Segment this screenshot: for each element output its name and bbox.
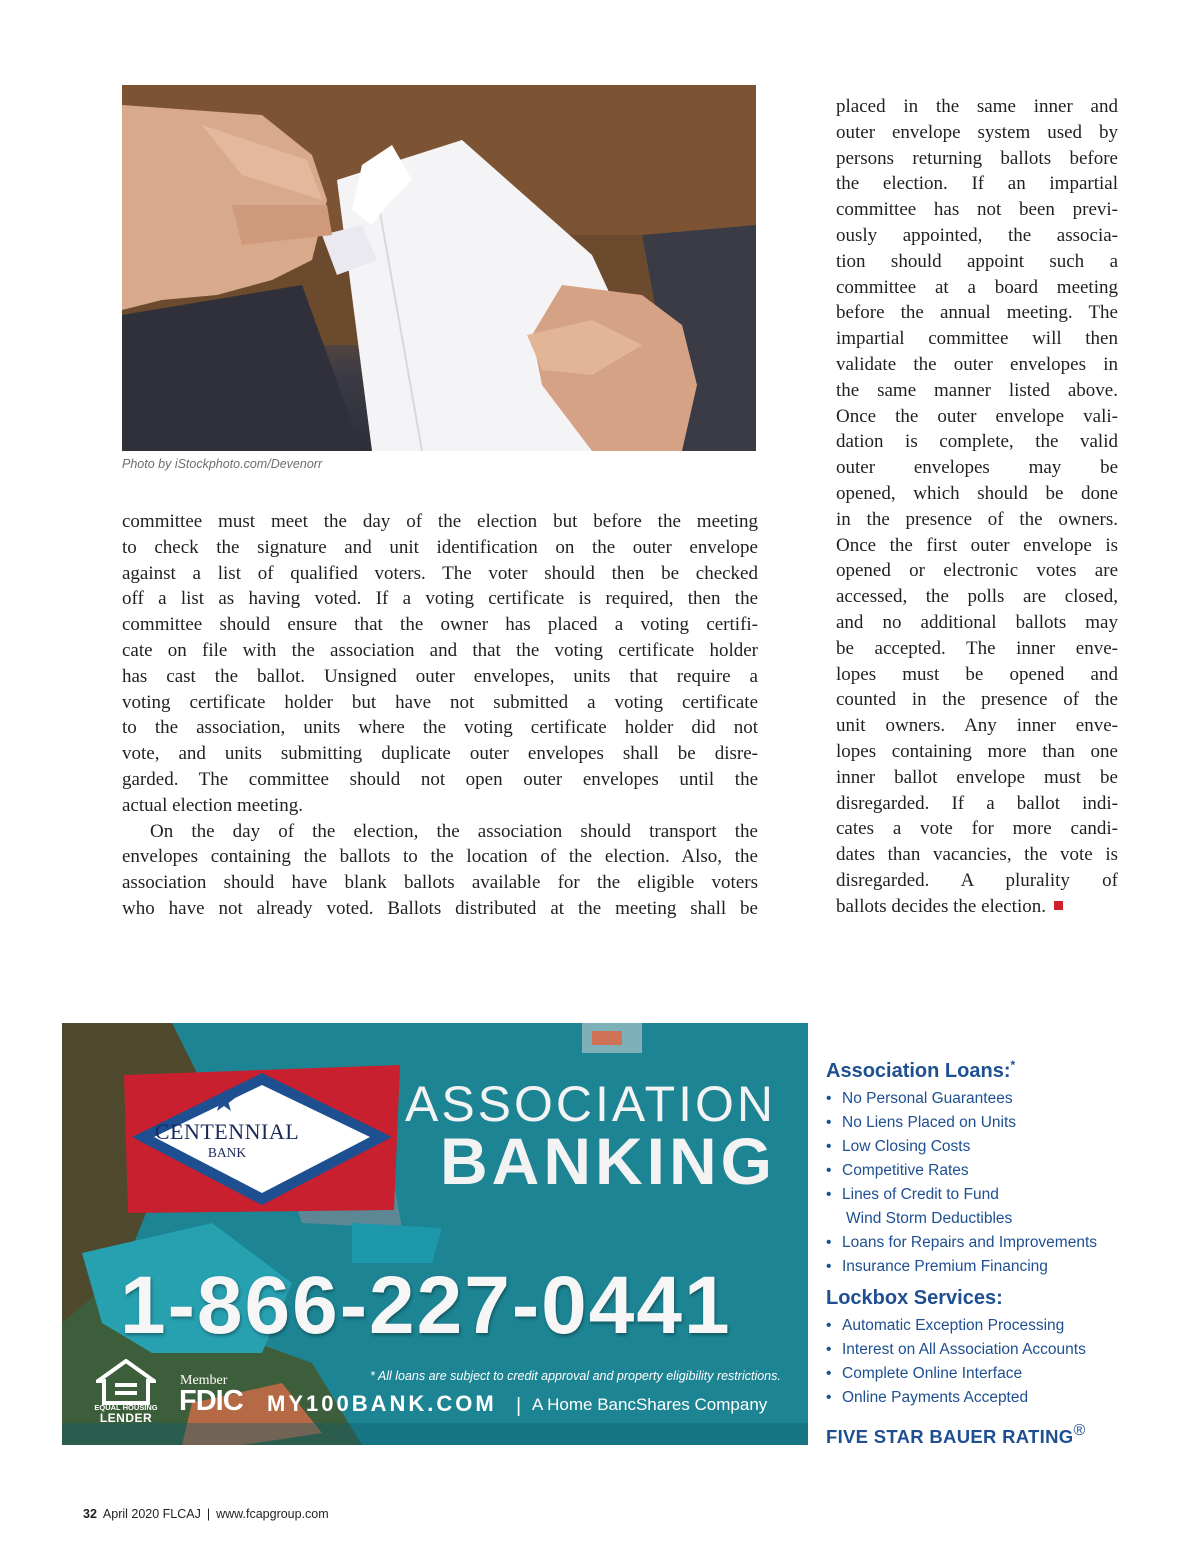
article-paragraph — [122, 509, 758, 819]
text-line: committee should ensure that the owner has placed a voting certifi- — [122, 614, 758, 636]
ad-headline: ASSOCIATION — [404, 1076, 776, 1132]
text-line: tion should appoint such a — [836, 250, 1118, 272]
ad-list-item: • No Personal Guarantees — [826, 1087, 1146, 1111]
text-line: opened, which should be done — [836, 482, 1118, 504]
end-of-article-icon — [1054, 901, 1063, 910]
text-line: inner ballot envelope must be — [836, 766, 1118, 788]
ad-list-item: • Online Payments Accepted — [826, 1386, 1146, 1410]
lockbox-list — [826, 1314, 1146, 1410]
text-line: impartial committee will then — [836, 328, 1118, 350]
text-line: dates than vacancies, the vote is — [836, 844, 1118, 866]
bank-website-link[interactable]: MY100BANK.COM — [267, 1391, 497, 1416]
text-line: garded. The committee should not open outer envelopes until the — [122, 768, 758, 790]
ad-list-item: • Complete Online Interface — [826, 1362, 1146, 1386]
fdic-member-label: Member — [180, 1373, 228, 1388]
text-line: placed in the same inner and — [836, 96, 1118, 117]
text-line: cates a vote for more candi- — [836, 818, 1118, 840]
loans-list — [826, 1087, 1146, 1279]
parent-company: A Home BancShares Company — [532, 1395, 768, 1414]
text-line: counted in the presence of the — [836, 689, 1118, 711]
text-line: opened or electronic votes are — [836, 560, 1118, 582]
text-line: disregarded. If a ballot indi- — [836, 792, 1118, 814]
text-line: On the day of the election, the association should transport the — [150, 820, 758, 842]
text-line: outer envelope system used by — [836, 121, 1118, 143]
logo-name: CENTENNIAL — [154, 1119, 300, 1144]
text-line: dation is complete, the valid — [836, 431, 1118, 453]
ad-list-item: • No Liens Placed on Units — [826, 1111, 1146, 1135]
page-footer — [83, 1507, 329, 1521]
text-line: has cast the ballot. Unsigned outer envelopes, units that require a — [122, 665, 758, 687]
ad-services-list — [826, 1058, 1146, 1448]
text-line: Once the outer envelope vali- — [836, 405, 1118, 427]
bauer-rating: FIVE STAR BAUER RATING® — [826, 1422, 1086, 1447]
ad-list-item: • Lines of Credit to Fund — [826, 1183, 1146, 1207]
ad-list-item: • Loans for Repairs and Improvements — [826, 1231, 1146, 1255]
ad-list-item: • Insurance Premium Financing — [826, 1255, 1146, 1279]
text-line: lopes containing more than one — [836, 740, 1118, 762]
article-paragraph — [836, 94, 1118, 920]
ad-banner[interactable] — [62, 1023, 808, 1445]
text-line: association should have blank ballots available for the eligible voters — [122, 872, 758, 894]
text-line: committee at a board meeting — [836, 276, 1118, 298]
loans-heading: Association Loans:* — [826, 1058, 1016, 1082]
ad-list-item: • Automatic Exception Processing — [826, 1314, 1146, 1338]
text-line: committee must meet the day of the election but before the meeting — [122, 511, 758, 532]
text-line: outer envelopes may be — [836, 457, 1118, 479]
text-line: disregarded. A plurality of — [836, 869, 1118, 891]
text-line: actual election meeting. — [122, 794, 303, 816]
logo-subname: BANK — [207, 1145, 247, 1160]
ad-list-item: • Competitive Rates — [826, 1159, 1146, 1183]
phone-number[interactable]: 1-866-227-0441 — [120, 1260, 732, 1351]
text-line: off a list as having voted. If a voting certificate is required, then the — [122, 588, 758, 610]
text-line: unit owners. Any inner enve- — [836, 715, 1118, 737]
envelope-illustration — [122, 85, 756, 451]
ad-list-item: • Interest on All Association Accounts — [826, 1338, 1146, 1362]
text-line: before the annual meeting. The — [836, 302, 1118, 324]
footer-separator: | — [206, 1507, 211, 1521]
text-line: the same manner listed above. — [836, 379, 1118, 401]
text-line: to check the signature and unit identification on the outer envelope — [122, 536, 758, 558]
article-paragraph — [122, 819, 758, 922]
text-line: ously appointed, the associa- — [836, 224, 1118, 246]
text-line: envelopes containing the ballots to the location of the election. Also, the — [122, 846, 758, 868]
text-line: committee has not been previ- — [836, 199, 1118, 221]
text-line: and no additional ballots may — [836, 611, 1118, 633]
page-number: 32 — [83, 1507, 97, 1521]
ad-disclaimer: * All loans are subject to credit approval and property eligibility restrictions. — [370, 1369, 781, 1383]
ehl-label-lender: LENDER — [99, 1411, 153, 1425]
text-line: in the presence of the owners. — [836, 508, 1118, 530]
text-line: to the association, units where the voting certificate holder did not — [122, 717, 758, 739]
text-line: Once the first outer envelope is — [836, 534, 1118, 556]
star-icon — [212, 1089, 236, 1113]
photo-caption: Photo by iStockphoto.com/Devenorr — [122, 457, 323, 471]
text-line: who have not already voted. Ballots distributed at the meeting shall be — [122, 897, 758, 919]
fdic-logo: FDIC — [179, 1385, 243, 1417]
ad-headline-bold: BANKING — [440, 1124, 776, 1198]
text-line: lopes must be opened and — [836, 663, 1118, 685]
ad-list-item: • Low Closing Costs — [826, 1135, 1146, 1159]
ad-separator: | — [516, 1395, 522, 1417]
text-line: the election. If an impartial — [836, 173, 1118, 195]
article-right-column — [836, 94, 1118, 920]
text-line: persons returning ballots before — [836, 147, 1118, 169]
ehl-label: EQUAL HOUSING — [94, 1403, 158, 1412]
article-left-column — [122, 509, 758, 922]
text-line: validate the outer envelopes in — [836, 353, 1118, 375]
text-line: ballots decides the election. — [836, 894, 1118, 920]
text-line: vote, and units submitting duplicate outer envelopes shall be disre- — [122, 743, 758, 765]
lockbox-heading: Lockbox Services: — [826, 1287, 1003, 1309]
text-line: be accepted. The inner enve- — [836, 637, 1118, 659]
text-line: against a list of qualified voters. The voter should then be checked — [122, 562, 758, 584]
ad-list-item: Wind Storm Deductibles — [846, 1210, 1013, 1227]
article-photo — [122, 85, 756, 451]
text-line: voting certificate holder but have not submitted a voting certificate — [122, 691, 758, 713]
issue-label: April 2020 FLCAJ — [102, 1507, 201, 1521]
footer-website[interactable]: www.fcapgroup.com — [216, 1507, 329, 1521]
text-line: accessed, the polls are closed, — [836, 586, 1118, 608]
text-line: cate on file with the association and that the voting certificate holder — [122, 639, 758, 661]
